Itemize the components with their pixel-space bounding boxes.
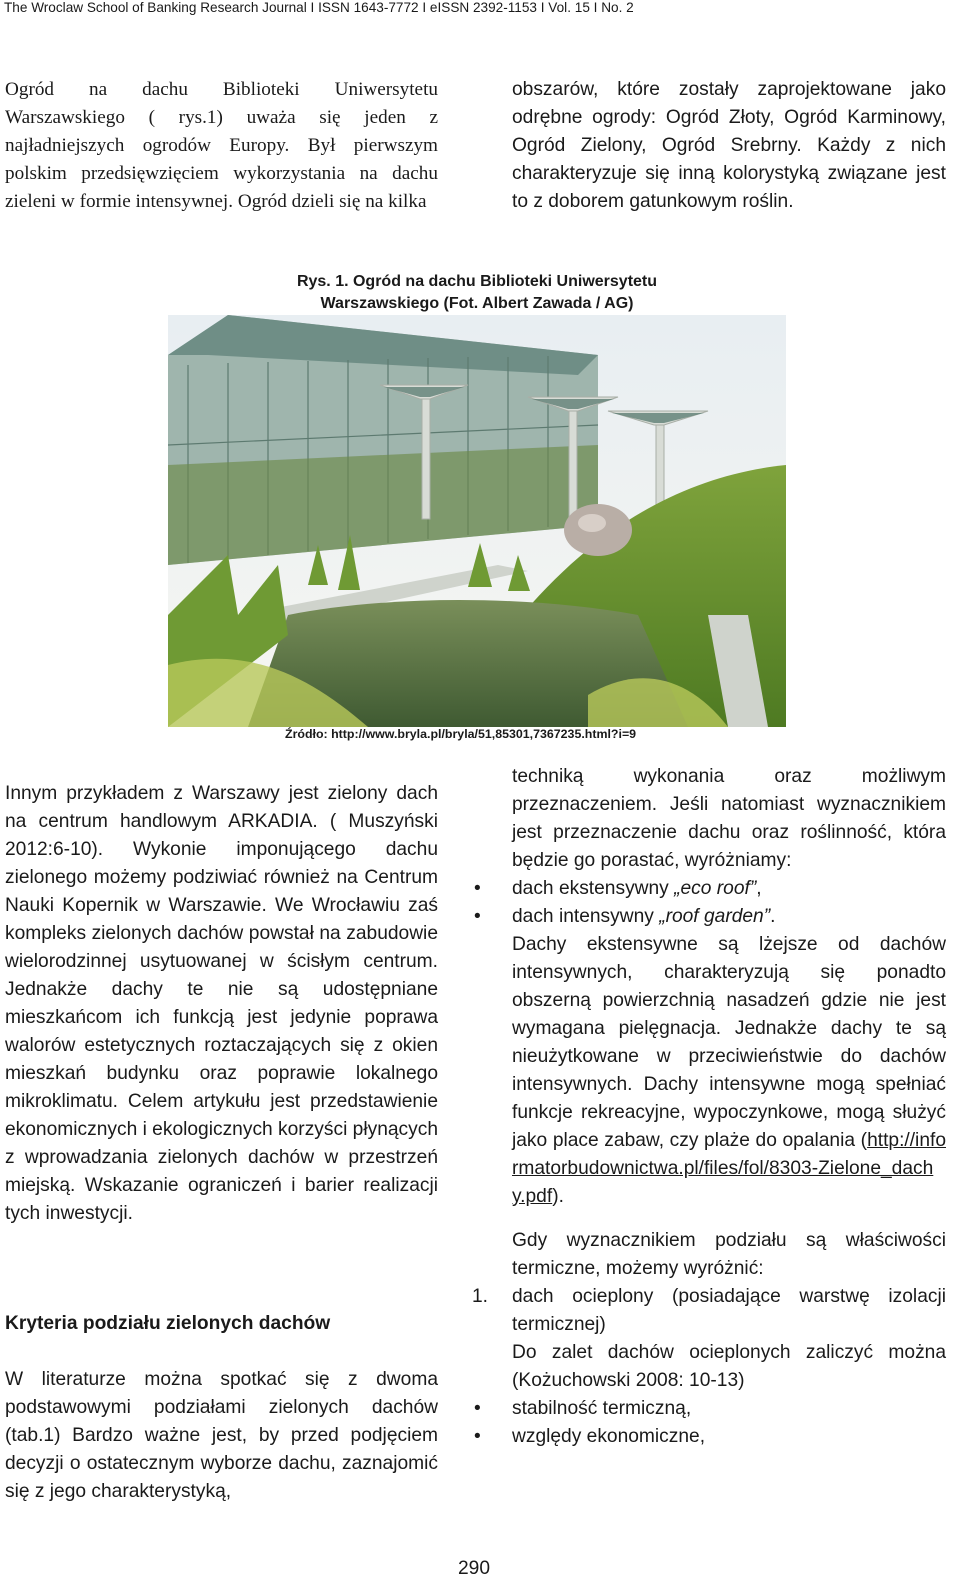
right-column [472, 763, 946, 1451]
right-paragraph-roofs: Dachy ekstensywne są lżejsze od dachów intensywnych, charakteryzują się ponadto obszerną powierzchnią nasadzeń gdzie nie jest wymagana pielęgnacja. Jednakże dachy te są nieużytkowane w przeciwieństwie do dachów intensywnych. Dachy intensywne mogą spełniać funkcje rekreacyjne, wypoczynkowe, mogą służyć jako place zabaw, czy plaże do opalania (http://informatorbudownictwa.pl/files/fol/8303-Zielone_dachy.pdf). [512, 934, 946, 1207]
figure-caption-line-2: Warszawskiego (Fot. Albert Zawada / AG) [320, 295, 634, 312]
advantages-list [512, 1395, 946, 1451]
bullet-thermal-stability: • stabilność termiczną, [512, 1395, 946, 1423]
left-column-paragraph-2: W literaturze można spotkać się z dwoma podstawowymi podziałami zielonych dachów (tab.1) Bardzo ważne jest, by przed podjęciem decyzji o ostatecznym wyborze dachu, zaznajomić się z jego charakterystyką, [5, 1369, 438, 1502]
bullet-economic-reasons: • względy ekonomiczne, [512, 1423, 946, 1451]
figure-photo-roof-garden [168, 315, 786, 727]
numbered-item-insulated-roof: 1. dach ocieplony (posiadające warstwę izolacji termicznej) [472, 1286, 946, 1335]
source-link[interactable]: http://informatorbudownictwa.pl/files/fol/8303-Zielone_dachy.pdf [512, 1130, 946, 1207]
section-heading: Kryteria podziału zielonych dachów [5, 1313, 331, 1334]
right-paragraph-thermal: Gdy wyznacznikiem podziału są właściwości termiczne, możemy wyróżnić: [512, 1230, 946, 1279]
top-right-paragraph: obszarów, które zostały zaprojektowane jako odrębne ogrody: Ogród Złoty, Ogród Karminowy, Ogród Zielony, Ogród Srebrny. Każdy z nich charakteryzuje się inną kolorystyką związane jest to z doborem gatunkowym roślin. [512, 79, 946, 212]
roof-type-list [512, 875, 946, 931]
page-number: 290 [458, 1558, 491, 1579]
thermal-list [472, 1283, 946, 1339]
roof-garden-illustration [168, 315, 786, 727]
figure-caption-line-1: Rys. 1. Ogród na dachu Biblioteki Uniwersytetu [296, 273, 658, 290]
bullet-extensive-roof: • dach ekstensywny „eco roof”, [512, 875, 946, 903]
top-left-paragraph: Ogród na dachu Biblioteki Uniwersytetu Warszawskiego ( rys.1) uważa się jeden z najładniejszych ogrodów Europy. Był pierwszym polskim przedsięwzięciem wykorzystania na dachu zieleni w formie intensywnej. Ogród dzieli się na kilka [5, 79, 438, 212]
bullet-intensive-roof: • dach intensywny „roof garden”. [512, 903, 946, 931]
insulated-roof-advantages: Do zalet dachów ocieplonych zaliczyć można (Kożuchowski 2008: 10-13) [512, 1342, 946, 1391]
figure-source: Źródło: http://www.bryla.pl/bryla/51,85301,7367235.html?i=9 [285, 727, 637, 741]
running-head: The Wroclaw School of Banking Research Journal I ISSN 1643-7772 I eISSN 2392-1153 I Vol. 15 I No. 2 [4, 0, 634, 15]
left-column-paragraph-1: Innym przykładem z Warszawy jest zielony dach na centrum handlowym ARKADIA. ( Muszyński 2012:6-10). Wykonie imponującego dachu zielonego możemy podziwiać również na Centrum Nauki Kopernik w Warszawie. We Wrocławiu zaś kompleks zielonych dachów powstał na zabudowie wielorodzinnej usytuowanej w ścisłym centrum. Jednakże dachy te nie są udostępniane mieszkańcom ich funkcją jest jedynie poprawa walorów estetycznych roztaczających się z okien mieszkań budynku oraz poprawie lokalnego mikroklimatu. Celem artykułu jest przedstawienie ekonomicznych i ekologicznych korzyści płynących z wprowadzania zielonych dachów w przestrzeń miejską. Wskazanie ograniczeń i barier realizacji tych inwestycji. [5, 783, 438, 1224]
right-intro: techniką wykonania oraz możliwym przeznaczeniem. Jeśli natomiast wyznacznikiem jest przeznaczenie dachu oraz roślinność, która będzie go porastać, wyróżniamy: [512, 766, 946, 871]
